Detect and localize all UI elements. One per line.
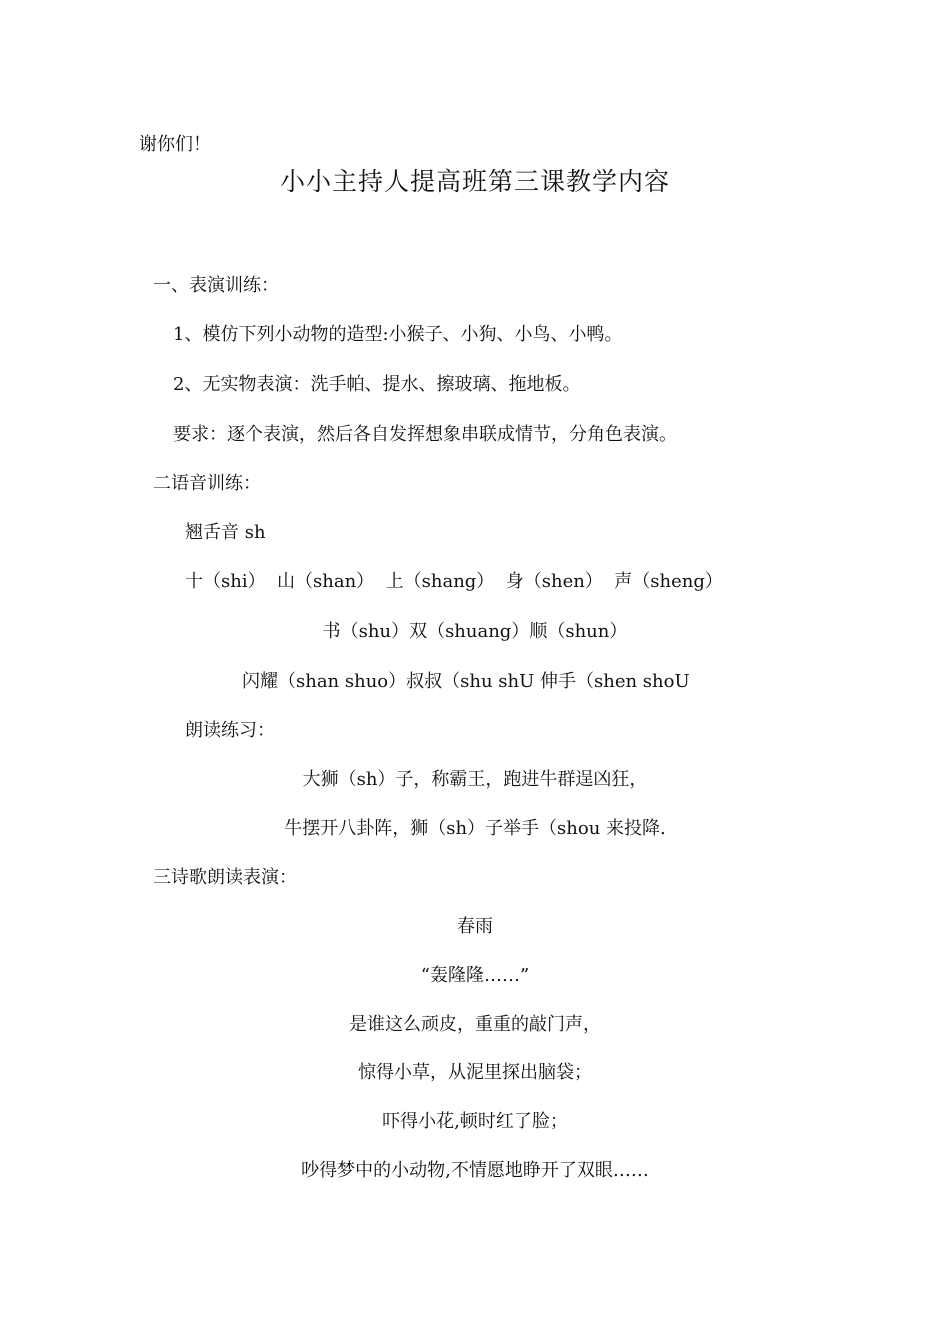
page-title: 小小主持人提高班第三课教学内容 (279, 167, 670, 196)
retroflex-heading: 翘舌音 sh (185, 522, 266, 543)
section-heading-poetry: 三诗歌朗读表演： (153, 867, 297, 888)
poem-line: “轰隆隆……” (420, 965, 530, 986)
list-item-mime: 2、无实物表演：洗手帕、提水、擦玻璃、拖地板。 (173, 374, 581, 395)
poem-title: 春雨 (457, 916, 493, 937)
poem-line: 是谁这么顽皮，重重的敲门声， (349, 1014, 601, 1035)
pinyin-line: 十（shi） 山（shan） 上（shang） 身（shen） 声（sheng） (185, 571, 723, 592)
reading-line: 牛摆开八卦阵，狮（sh）子举手（shou 来投降. (284, 818, 666, 839)
pinyin-line: 闪耀（shan shuo）叔叔（shu shU 伸手（shen shoU (242, 671, 690, 692)
list-item-imitation: 1、模仿下列小动物的造型:小猴子、小狗、小鸟、小鸭。 (173, 324, 623, 345)
pinyin-line: 书（shu）双（shuang）顺（shun） (322, 621, 628, 642)
poem-line: 吓得小花,顿时红了脸； (382, 1111, 568, 1132)
poem-line: 惊得小草，从泥里探出脑袋； (358, 1062, 592, 1083)
section-heading-phonetics: 二语音训练： (153, 473, 261, 494)
reading-line: 大狮（sh）子，称霸王，跑进牛群逞凶狂， (302, 769, 648, 790)
poem-line: 吵得梦中的小动物,不情愿地睁开了双眼…… (301, 1160, 649, 1181)
requirement-text: 要求：逐个表演，然后各自发挥想象串联成情节，分角色表演。 (173, 424, 677, 445)
thanks-text: 谢你们！ (139, 134, 211, 155)
section-heading-performance: 一、表演训练： (153, 275, 279, 296)
reading-heading: 朗读练习： (185, 720, 275, 741)
